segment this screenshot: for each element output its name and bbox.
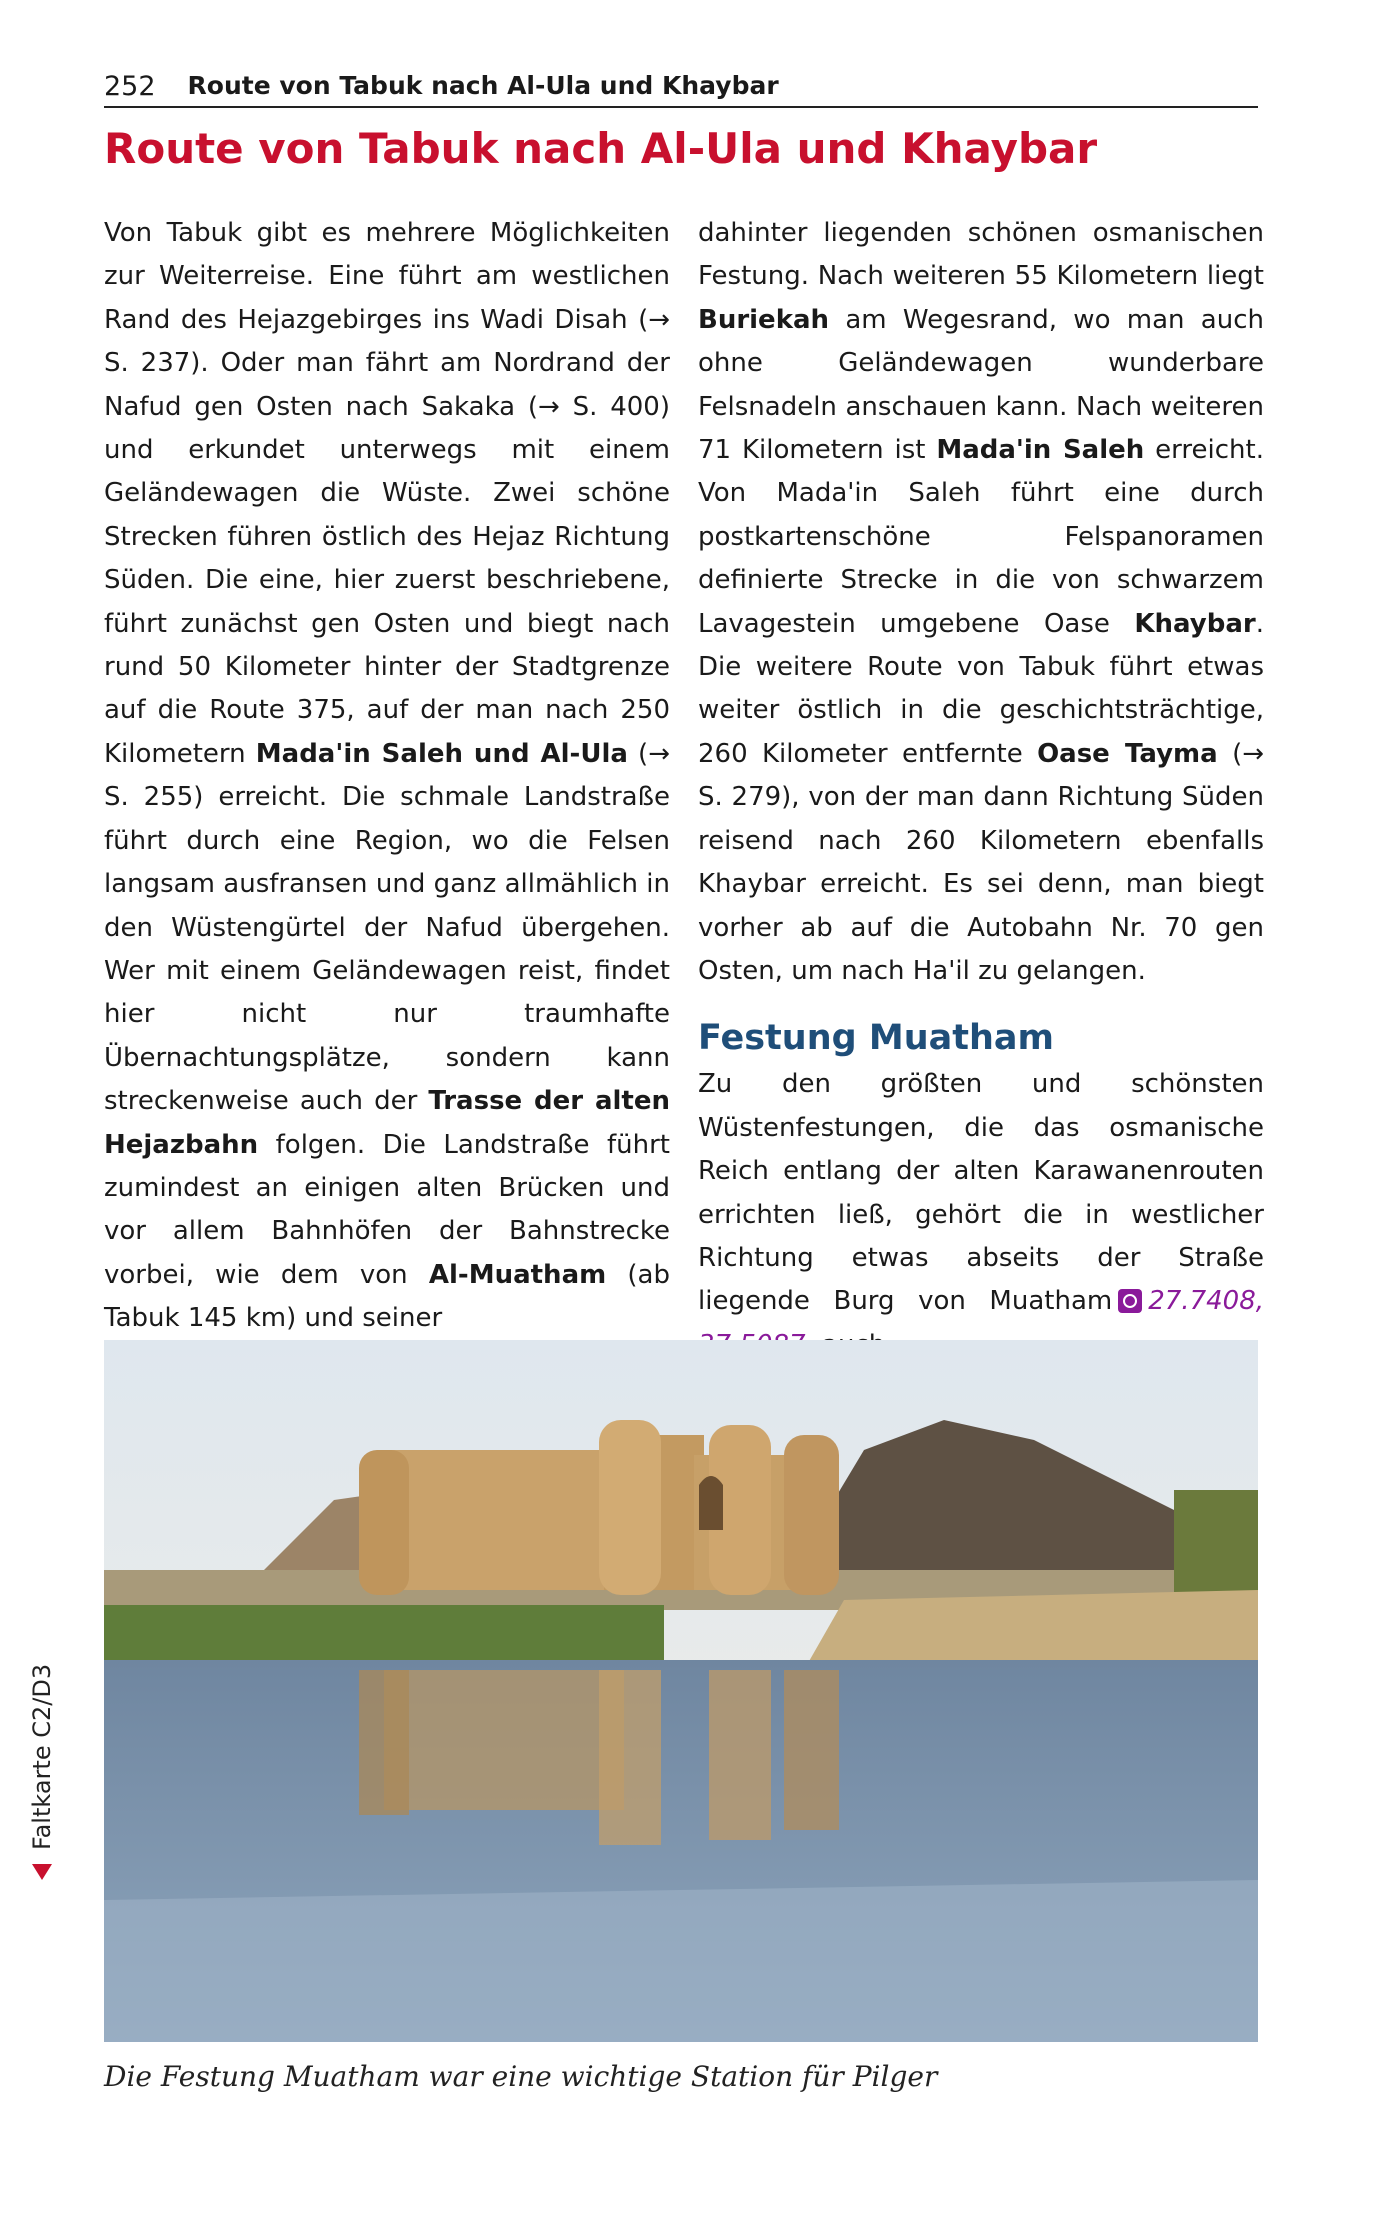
triangle-marker-icon	[32, 1864, 52, 1880]
fortress-photo	[104, 1340, 1258, 2042]
running-title: Route von Tabuk nach Al-Ula und Khaybar	[187, 71, 779, 100]
bold-term: Khaybar	[1134, 608, 1256, 639]
body-paragraph: Von Tabuk gibt es mehrere Möglichkeiten zur Weiterreise. Eine führt am westlichen Rand des Hejazgebirges ins Wadi Disah (→ S. 237). Oder man fährt am Nordrand der Nafud gen Osten nach Sakaka (→ S. 400) und erkundet unterwegs mit einem Geländewagen die Wüste. Zwei schöne Strecken führen östlich des Hejaz Richtung Süden. Die eine, hier zuerst beschriebene, führt zunächst gen Osten und biegt nach rund 50 Kilometer hinter der Stadtgrenze auf die Route 375, auf der man nach 250 Kilometern Mada'in Saleh und Al-Ula (→ S. 255) erreicht. Die schmale Landstraße führt durch eine Region, wo die Felsen langsam ausfransen und ganz allmählich in den Wüstengürtel der Nafud übergehen. Wer mit einem Geländewagen reist, findet hier nicht nur traumhafte Übernachtungsplätze, sondern kann streckenweise auch der Trasse der alten Hejazbahn folgen. Die Landstraße führt zumindest an einigen alten Brücken und vor allem Bahnhöfen der Bahnstrecke vorbei, wie dem von Al-Muatham (ab Tabuk 145 km) und seiner	[104, 218, 670, 1334]
running-header	[104, 66, 1258, 108]
bold-term: Oase Tayma	[1037, 738, 1218, 769]
gps-icon	[1118, 1289, 1142, 1313]
photo-caption: Die Festung Muatham war eine wichtige Station für Pilger	[104, 2060, 938, 2093]
map-reference-tab[interactable]	[22, 1620, 62, 1880]
bold-term: Buriekah	[698, 304, 830, 335]
body-paragraph: Zu den größten und schönsten Wüstenfestungen, die das osmanische Reich entlang der alten Karawanenrouten errichten ließ, gehört die in westlicher Richtung etwas abseits der Straße liegende Burg von Muatham 27.7408,	[698, 1063, 1264, 1367]
body-paragraph: dahinter liegenden schönen osmanischen Festung. Nach weiteren 55 Kilometern liegt Buriekah am Wegesrand, wo man auch ohne Geländewagen wunderbare Felsnadeln anschauen kann. Nach weiteren 71 Kilometern ist Mada'in Saleh erreicht. Von Mada'in Saleh führt eine durch postkartenschöne Felspanoramen definierte Strecke in die von schwarzem Lavagestein umgebene Oase Khaybar. Die weitere Route von Tabuk führt etwas weiter östlich in die geschichtsträchtige, 260 Kilometer entfernte Oase Tayma (→ S. 279), von der man dann Richtung Süden reisend nach 260 Kilometern ebenfalls Khaybar erreicht. Es sei denn, man biegt vorher ab auf die Autobahn Nr. 70 gen Osten, um nach Ha'il zu gelangen.	[698, 218, 1264, 986]
bold-term: Mada'in Saleh	[936, 435, 1145, 466]
text-column-left	[104, 212, 670, 1334]
bold-term: Trasse der alten Hejazbahn	[104, 1086, 670, 1160]
map-reference-label: Faltkarte C2/D3	[28, 1663, 56, 1850]
section-heading: Festung Muatham	[698, 1018, 1054, 1059]
bold-term: Al-Muatham	[428, 1259, 607, 1290]
text-column-right	[698, 212, 1264, 1327]
page-title: Route von Tabuk nach Al-Ula und Khaybar	[104, 124, 1098, 173]
bold-term: Mada'in Saleh und Al-Ula	[255, 738, 628, 769]
page-number: 252	[104, 71, 156, 102]
gps-coordinates[interactable]: 27.7408,	[1148, 1286, 1264, 1317]
